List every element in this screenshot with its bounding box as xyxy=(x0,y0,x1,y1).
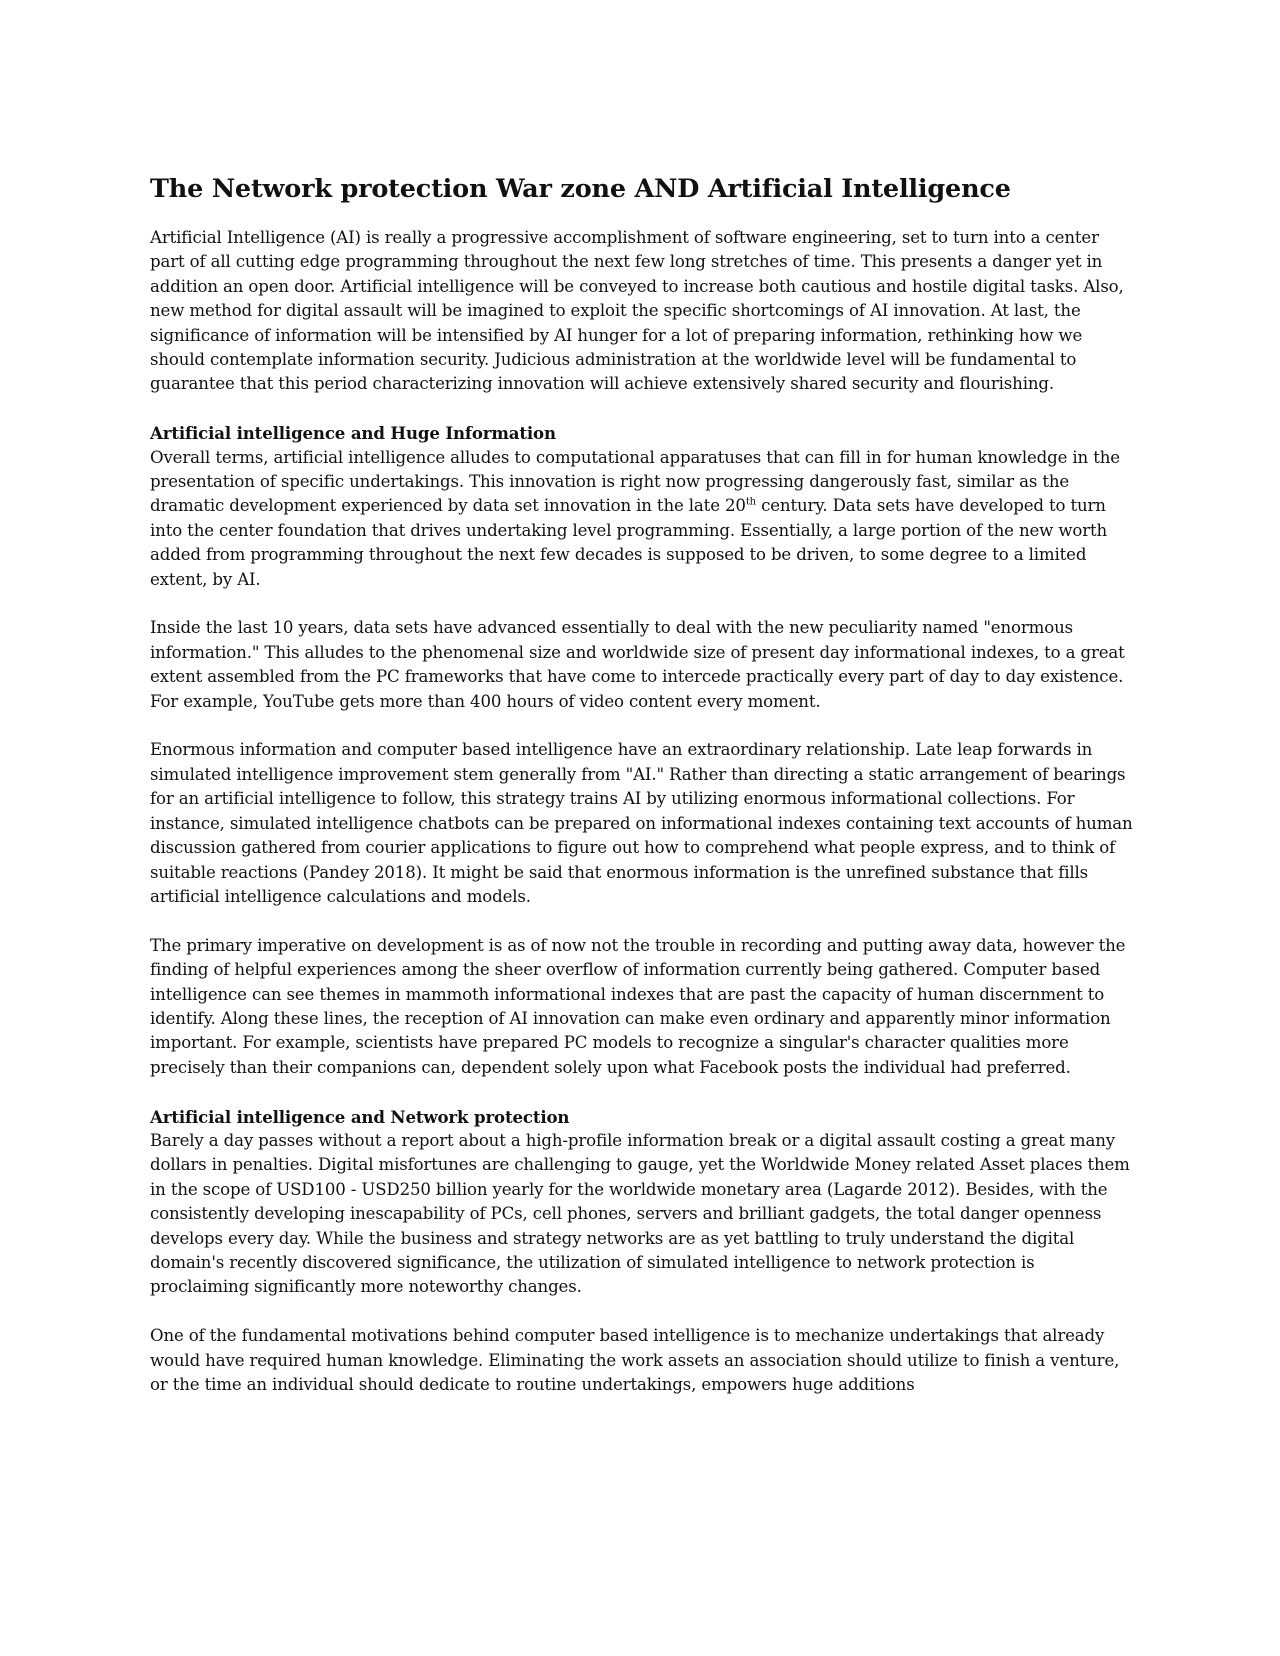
paragraph-enormous-information: Inside the last 10 years, data sets have advanced essentially to deal with the new peculiarity named "enormous information." This alludes to the phenomenal size and worldwide size of present day informational indexes, to a great extent assembled from the PC frameworks that have come to intercede practically every part of day to day existence. For example, YouTube gets more than 400 hours of video content every moment. xyxy=(150,618,1125,711)
intro-paragraph: Artificial Intelligence (AI) is really a progressive accomplishment of software engineering, set to turn into a center part of all cutting edge programming throughout the next few long stretches of time. This presents a danger yet in addition an open door. Artificial intelligence will be conveyed to increase both cautious and hostile digital tasks. Also, new method for digital assault will be imagined to exploit the specific shortcomings of AI innovation. At last, the significance of information will be intensified by AI hunger for a lot of preparing information, rethinking how we should contemplate information security. Judicious administration at the worldwide level will be fundamental to guarantee that this period characterizing innovation will achieve extensively shared security and flourishing. xyxy=(150,228,1124,394)
paragraph-text: century. Data sets have developed to turn into the center foundation that drives undertaking level programming. Essentially, a large portion of the new worth added from programming throughout the next few decades is supposed to be driven, to some degree to a limited extent, by AI. xyxy=(150,496,1108,589)
paragraph-automation: One of the fundamental motivations behind computer based intelligence is to mechanize undertakings that already would have required human knowledge. Eliminating the work assets an association should utilize to finish a venture, or the time an individual should dedicate to routine undertakings, empowers huge additions xyxy=(150,1326,1120,1394)
document-page xyxy=(150,172,1135,1397)
paragraph-cyber-losses: Barely a day passes without a report about a high-profile information break or a digital assault costing a great many dollars in penalties. Digital misfortunes are challenging to gauge, yet the Worldwide Money related Asset places them in the scope of USD100 - USD250 billion yearly for the worldwide monetary area (Lagarde 2012). Besides, with the consistently developing inescapability of PCs, cell phones, servers and brilliant gadgets, the total danger openness develops every day. While the business and strategy networks are as yet battling to truly understand the digital domain's recently discovered significance, the utilization of simulated intelligence to network protection is proclaiming significantly more noteworthy changes. xyxy=(150,1130,1130,1297)
section-heading-big-data: Artificial intelligence and Huge Information xyxy=(150,423,556,444)
section-heading-network-protection: Artificial intelligence and Network protection xyxy=(150,1106,570,1127)
document-title: The Network protection War zone AND Artificial Intelligence xyxy=(150,174,1011,204)
paragraph-ai-relationship: Enormous information and computer based intelligence have an extraordinary relationship. Late leap forwards in simulated intelligence improvement stem generally from "AI." Rather than directing a static arrangement of bearings for an artificial intelligence to follow, this strategy trains AI by utilizing enormous informational collections. For instance, simulated intelligence chatbots can be prepared on informational indexes containing text accounts of human discussion gathered from courier applications to figure out how to comprehend what people express, and to think of suitable reactions (Pandey 2018). It might be said that enormous information is the unrefined substance that fills artificial intelligence calculations and models. xyxy=(150,740,1133,906)
paragraph-ai-overview xyxy=(150,446,1135,592)
paragraph-text: Overall terms, artificial intelligence alludes to computational apparatuses that can fill in for human knowledge in the presentation of specific undertakings. This innovation is right now progressing dangerously fast, similar as the dramatic development experienced by data set innovation in the late 20 xyxy=(150,447,1120,516)
superscript: th xyxy=(745,496,756,508)
paragraph-primary-imperative: The primary imperative on development is as of now not the trouble in recording and putting away data, however the finding of helpful experiences among the sheer overflow of information currently being gathered. Computer based intelligence can see themes in mammoth informational indexes that are past the capacity of human discernment to identify. Along these lines, the reception of AI innovation can make even ordinary and apparently minor information important. For example, scientists have prepared PC models to recognize a singular's character qualities more precisely than their companions can, dependent solely upon what Facebook posts the individual had preferred. xyxy=(150,935,1126,1077)
